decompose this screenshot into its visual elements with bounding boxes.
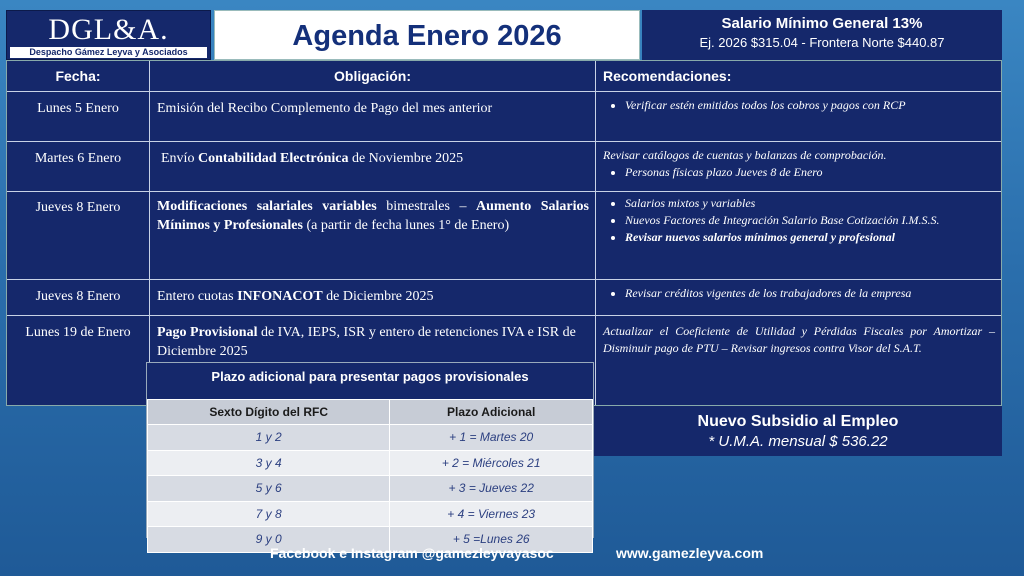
table-row — [148, 476, 593, 502]
row1-obligacion: Emisión del Recibo Complemento de Pago del mes anterior — [157, 101, 493, 116]
row1-recomendaciones — [603, 97, 995, 114]
logo-subtitle: Despacho Gámez Leyva y Asociados — [10, 47, 207, 58]
row2-recomendaciones — [603, 147, 995, 181]
table-row — [148, 425, 593, 451]
row4-obligacion — [157, 287, 589, 306]
salary-title: Salario Mínimo General 13% — [721, 15, 923, 32]
row3-fecha: Jueves 8 Enero — [35, 200, 121, 215]
agenda-table — [6, 60, 1002, 406]
row2-rec-bullet: • Personas físicas plazo Jueves 8 de Enero — [625, 164, 995, 181]
plazo-digit: 3 y 4 — [148, 450, 390, 476]
row5-obl-post: de IVA, IEPS, ISR y entero de retenciones IVA e ISR de Diciembre 2025 — [157, 325, 576, 359]
row4-obl-pre: Entero cuotas — [157, 289, 238, 304]
row4-obl-bold: INFONACOT — [237, 289, 323, 304]
plazo-day: + 3 = Jueves 22 — [390, 476, 593, 502]
plazo-day: + 2 = Miércoles 21 — [390, 450, 593, 476]
row4-fecha: Jueves 8 Enero — [35, 289, 121, 304]
row2-rec-text: Revisar catálogos de cuentas y balanzas de comprobación. — [603, 148, 887, 162]
row2-obl-bold: Contabilidad Electrónica — [197, 151, 349, 166]
plazo-digit: 7 y 8 — [148, 501, 390, 527]
subsidio-title: Nuevo Subsidio al Empleo — [697, 413, 899, 430]
row2-obligacion — [161, 149, 591, 168]
plazo-day: + 1 = Martes 20 — [390, 425, 593, 451]
table-row — [148, 501, 593, 527]
header-recomendaciones: Recomendaciones: — [603, 68, 732, 84]
header-fecha: Fecha: — [55, 68, 101, 84]
row3-rec-bullet-2: • Nuevos Factores de Integración Salario Base Cotización I.M.S.S. — [625, 212, 995, 229]
row4-rec-bullet: • Revisar créditos vigentes de los trabajadores de la empresa — [625, 285, 995, 302]
website-link[interactable]: www.gamezleyva.com — [616, 545, 764, 561]
row3-rec-bullet-1: • Salarios mixtos y variables — [625, 195, 995, 212]
row3-obl-bold1: Modificaciones salariales variables — [157, 199, 377, 214]
row3-obl-post: (a partir de fecha lunes 1° de Enero) — [302, 218, 510, 233]
row2-obl-post: de Noviembre 2025 — [348, 151, 464, 166]
header-obligacion: Obligación: — [334, 68, 411, 84]
plazo-digit: 5 y 6 — [148, 476, 390, 502]
row2-fecha: Martes 6 Enero — [34, 151, 122, 166]
salary-values: Ej. 2026 $315.04 - Frontera Norte $440.87 — [699, 35, 945, 50]
row5-obl-bold: Pago Provisional — [157, 325, 258, 340]
row3-obl-mid: bimestrales – — [376, 199, 477, 214]
row3-obligacion — [157, 197, 589, 235]
row5-recomendaciones: Actualizar el Coeficiente de Utilidad y Pérdidas Fiscales por Amortizar – Disminuir pago de PTU – Revisar ingresos contra Visor del S.A.T. — [603, 324, 995, 355]
row3-obl-bold2: Aumento Salarios Mínimos y Profesionales — [157, 199, 589, 233]
footer — [0, 545, 1024, 565]
row3-recomendaciones — [603, 195, 995, 246]
row5-obligacion — [157, 323, 589, 361]
plazo-title: Plazo adicional para presentar pagos provisionales — [147, 363, 593, 399]
plazo-header-plazo: Plazo Adicional — [390, 400, 593, 425]
salary-box — [642, 10, 1002, 60]
row4-obl-post: de Diciembre 2025 — [322, 289, 434, 304]
row2-obl-pre: Envío — [161, 151, 198, 166]
plazo-digit: 1 y 2 — [148, 425, 390, 451]
plazo-day: + 4 = Viernes 23 — [390, 501, 593, 527]
uma-value: * U.M.A. mensual $ 536.22 — [708, 433, 888, 450]
company-logo — [6, 10, 211, 60]
plazo-adicional-table — [146, 362, 594, 547]
table-row — [148, 450, 593, 476]
row5-fecha: Lunes 19 de Enero — [25, 325, 131, 340]
logo-text: DGL&A. — [48, 13, 169, 46]
row1-fecha: Lunes 5 Enero — [37, 101, 119, 116]
page-title: Agenda Enero 2026 — [214, 10, 640, 60]
row1-rec-bullet: • Verificar estén emitidos todos los cobros y pagos con RCP — [625, 97, 995, 114]
row4-recomendaciones — [603, 285, 995, 302]
social-handle: Facebook e Instagram @gamezleyvayasoc — [270, 545, 554, 561]
row3-rec-bullet-bold: • Revisar nuevos salarios mínimos general y profesional — [625, 229, 995, 246]
plazo-header-rfc: Sexto Dígito del RFC — [148, 400, 390, 425]
plazo-digit: 9 y 0 — [148, 527, 390, 553]
subsidio-box — [594, 406, 1002, 456]
plazo-day: + 5 =Lunes 26 — [390, 527, 593, 553]
